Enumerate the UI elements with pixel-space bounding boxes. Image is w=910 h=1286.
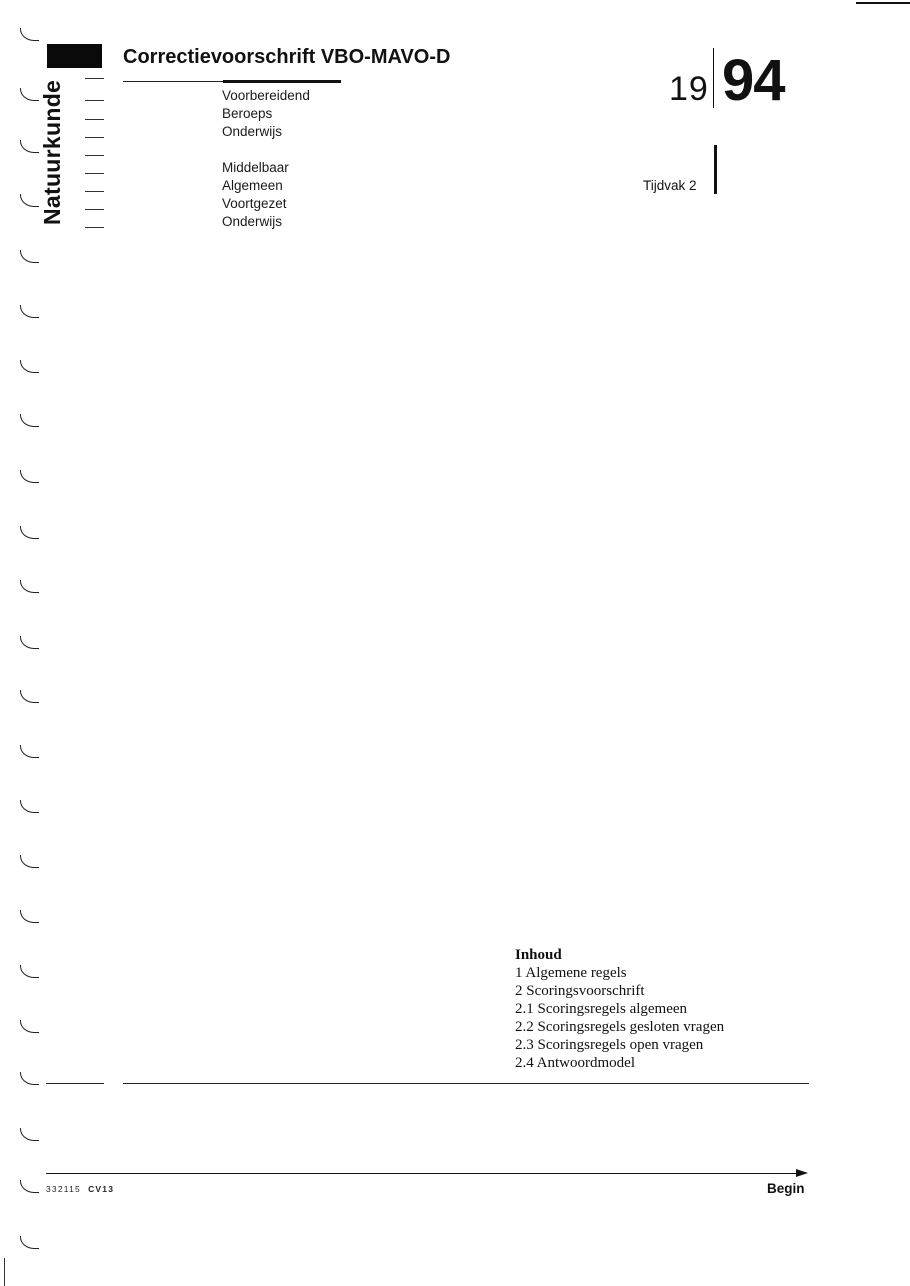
- dash-mark: [85, 227, 104, 228]
- school-type-group-1: [222, 87, 310, 141]
- year-divider: [713, 48, 714, 108]
- binder-mark: [20, 1180, 39, 1193]
- arrow-right-icon: [796, 1169, 808, 1177]
- dash-mark: [85, 191, 104, 192]
- binder-mark: [20, 965, 39, 978]
- binder-mark: [20, 1128, 39, 1141]
- begin-arrow-line: [46, 1173, 800, 1174]
- contents-item: 2.2 Scoringsregels gesloten vragen: [515, 1019, 725, 1035]
- binder-mark: [20, 470, 39, 483]
- dash-mark: [85, 173, 104, 174]
- binder-mark: [20, 360, 39, 373]
- dash-mark: [85, 137, 104, 138]
- binder-mark: [20, 414, 39, 427]
- contents-item: 2.4 Antwoordmodel: [515, 1055, 635, 1071]
- school-type-line: Voortgezet: [222, 196, 287, 211]
- binder-mark: [20, 800, 39, 813]
- contents-heading: Inhoud: [515, 947, 562, 963]
- dash-mark: [85, 209, 104, 210]
- divider-long: [123, 1083, 809, 1084]
- period-marker-bar: [714, 145, 717, 194]
- title-underline-accent: [223, 80, 341, 83]
- school-type-line: Onderwijs: [222, 214, 283, 229]
- binder-mark: [20, 745, 39, 758]
- school-type-line: Middelbaar: [222, 160, 289, 175]
- school-type-line: Voorbereidend: [222, 88, 310, 103]
- binder-mark: [20, 636, 39, 649]
- dash-mark: [85, 155, 104, 156]
- binder-mark: [20, 855, 39, 868]
- begin-label: Begin: [767, 1181, 805, 1196]
- contents-item: 1 Algemene regels: [515, 965, 627, 981]
- school-type-line: Beroeps: [222, 106, 273, 121]
- binder-mark: [20, 690, 39, 703]
- dash-mark: [85, 78, 104, 79]
- binder-mark: [20, 1020, 39, 1033]
- school-type-line: Onderwijs: [222, 124, 283, 139]
- dash-mark: [85, 119, 104, 120]
- exam-period-label: Tijdvak 2: [643, 178, 697, 193]
- table-of-contents: [515, 946, 724, 1072]
- contents-item: 2.1 Scoringsregels algemeen: [515, 1001, 688, 1017]
- document-code-number: 332115: [46, 1184, 81, 1194]
- corner-rule: [856, 2, 910, 4]
- school-type-group-2: [222, 159, 289, 231]
- page-title: Correctievoorschrift VBO-MAVO-D: [123, 46, 451, 68]
- binder-mark: [20, 1236, 39, 1249]
- binder-mark: [20, 580, 39, 593]
- document-code: [46, 1184, 114, 1194]
- year-prefix: 19: [669, 70, 709, 108]
- divider-short: [46, 1083, 104, 1084]
- page-edge-line: [4, 1258, 5, 1286]
- school-type-line: Algemeen: [222, 178, 283, 193]
- year-suffix: 94: [722, 48, 785, 113]
- contents-item: 2.3 Scoringsregels open vragen: [515, 1037, 704, 1053]
- contents-item: 2 Scoringsvoorschrift: [515, 983, 645, 999]
- document-code-tag: CV13: [88, 1184, 115, 1194]
- binder-mark: [20, 910, 39, 923]
- binder-mark: [20, 305, 39, 318]
- subject-vertical-label: Natuurkunde: [39, 79, 65, 225]
- binder-mark: [20, 526, 39, 539]
- dash-mark: [85, 100, 104, 101]
- binder-mark: [20, 250, 39, 263]
- binder-mark: [20, 1072, 39, 1085]
